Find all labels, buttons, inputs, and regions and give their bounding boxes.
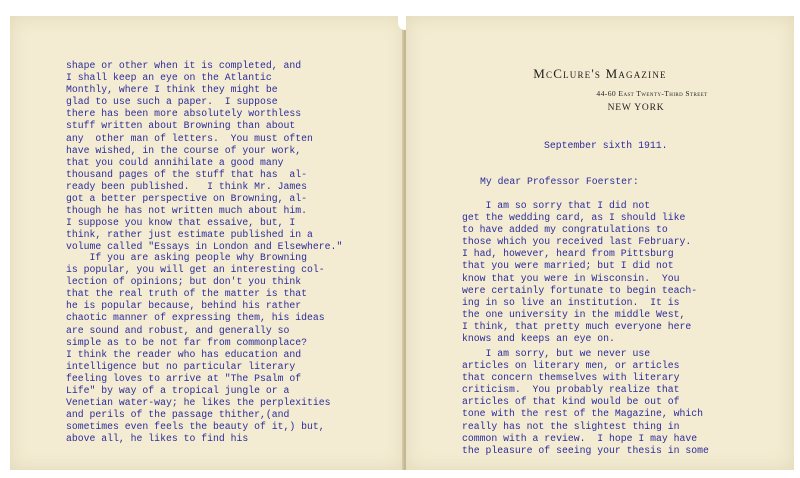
typed-line: know that you were in Wisconsin. You <box>462 272 680 284</box>
typed-line: is popular, you will get an interesting col- <box>66 264 325 276</box>
typed-line: I suppose you know that essaive, but, I <box>66 217 296 229</box>
right-paragraph-2 <box>462 348 709 457</box>
left-page <box>10 16 404 470</box>
letterhead-city: NEW YORK <box>607 103 665 113</box>
typed-line: Life" by way of a tropical jungle or a <box>66 385 290 397</box>
typed-line: above all, he likes to find his <box>66 433 249 445</box>
typed-line: feeling loves to arrive at "The Psalm of <box>66 372 302 384</box>
letter-salutation: My dear Professor Foerster: <box>480 176 639 187</box>
typed-line: thousand pages of the stuff that has al- <box>66 168 308 180</box>
typed-line: I am so sorry that I did not <box>462 200 651 211</box>
typed-line: simple as to be not far from commonplace? <box>66 336 308 348</box>
typed-line: Monthly, where I think they might be <box>66 84 278 96</box>
right-paragraph-1 <box>462 200 697 345</box>
typed-line: those which you received last February. <box>462 236 692 248</box>
typed-line: intelligence but no particular literary <box>66 360 296 372</box>
typed-line: that you could annihilate a good many <box>66 156 284 168</box>
typed-line: common with a review. I hope I may have <box>462 432 698 444</box>
typed-line: tone with the rest of the Magazine, which <box>462 408 704 420</box>
typed-line: got a better perspective on Browning, al- <box>66 193 308 205</box>
typed-line: glad to use such a paper. I suppose <box>66 96 278 108</box>
typed-line: If you are asking people why Browning <box>66 252 308 263</box>
letter-spread <box>10 16 794 470</box>
typed-line: ready been published. I think Mr. James <box>66 180 308 192</box>
typed-line: knows and keeps an eye on. <box>462 333 615 345</box>
typed-line: any other man of letters. You must often <box>66 132 313 144</box>
typed-line: are sound and robust, and generally so <box>66 324 290 336</box>
typed-line: I had, however, heard from Pittsburg <box>462 248 674 260</box>
typed-line: I think, that pretty much everyone here <box>462 320 692 332</box>
typed-line: he is popular because, behind his rather <box>66 300 302 312</box>
typed-line: to have added my congratulations to <box>462 224 668 236</box>
typed-line: really has not the slightest thing in <box>462 420 680 432</box>
typed-line: articles on literary men, or articles <box>462 360 680 372</box>
typed-line: I think the reader who has education and <box>66 348 302 360</box>
left-paragraph-2 <box>66 252 331 446</box>
typed-line: sometimes even feels the beauty of it,) but, <box>66 421 325 433</box>
typed-line: that you were married; but I did not <box>462 260 674 272</box>
letterhead-address: 44-60 East Twenty-Third Street <box>596 89 708 98</box>
typed-line: the pleasure of seeing your thesis in some <box>462 444 709 456</box>
typed-line: I am sorry, but we never use <box>462 348 651 359</box>
typed-line: that the real truth of the matter is that <box>66 288 308 300</box>
typed-line: ing in so live an institution. It is <box>462 296 680 308</box>
typed-line: there has been more absolutely worthless <box>66 108 302 120</box>
typed-line: get the wedding card, as I should like <box>462 212 686 224</box>
left-paragraph-1 <box>66 60 342 254</box>
typed-line: Venetian water-way; he likes the perplexities <box>66 397 331 409</box>
typed-line: that concern themselves with literary <box>462 372 680 384</box>
typed-line: criticism. You probably realize that <box>462 384 680 396</box>
typed-line: the one university in the middle West, <box>462 308 686 320</box>
letter-date: September sixth 1911. <box>544 140 668 151</box>
typed-line: have wished, in the course of your work, <box>66 144 302 156</box>
typed-line: stuff written about Browning than about <box>66 120 296 132</box>
typed-line: though he has not written much about him. <box>66 205 308 217</box>
letterhead-name: McClure's Magazine <box>533 66 667 81</box>
typed-line: volume called "Essays in London and Elsewhere." <box>66 241 343 253</box>
typed-line: and perils of the passage thither,(and <box>66 409 290 421</box>
typed-line: shape or other when it is completed, and <box>66 60 302 71</box>
typed-line: were certainly fortunate to begin teach- <box>462 284 698 296</box>
right-page <box>406 16 794 470</box>
typed-line: articles of that kind would be out of <box>462 396 680 408</box>
typed-line: I shall keep an eye on the Atlantic <box>66 72 272 84</box>
typed-line: chaotic manner of expressing them, his ideas <box>66 312 325 324</box>
typed-line: lection of opinions; but don't you think <box>66 276 302 288</box>
typed-line: think, rather just estimate published in a <box>66 229 313 241</box>
